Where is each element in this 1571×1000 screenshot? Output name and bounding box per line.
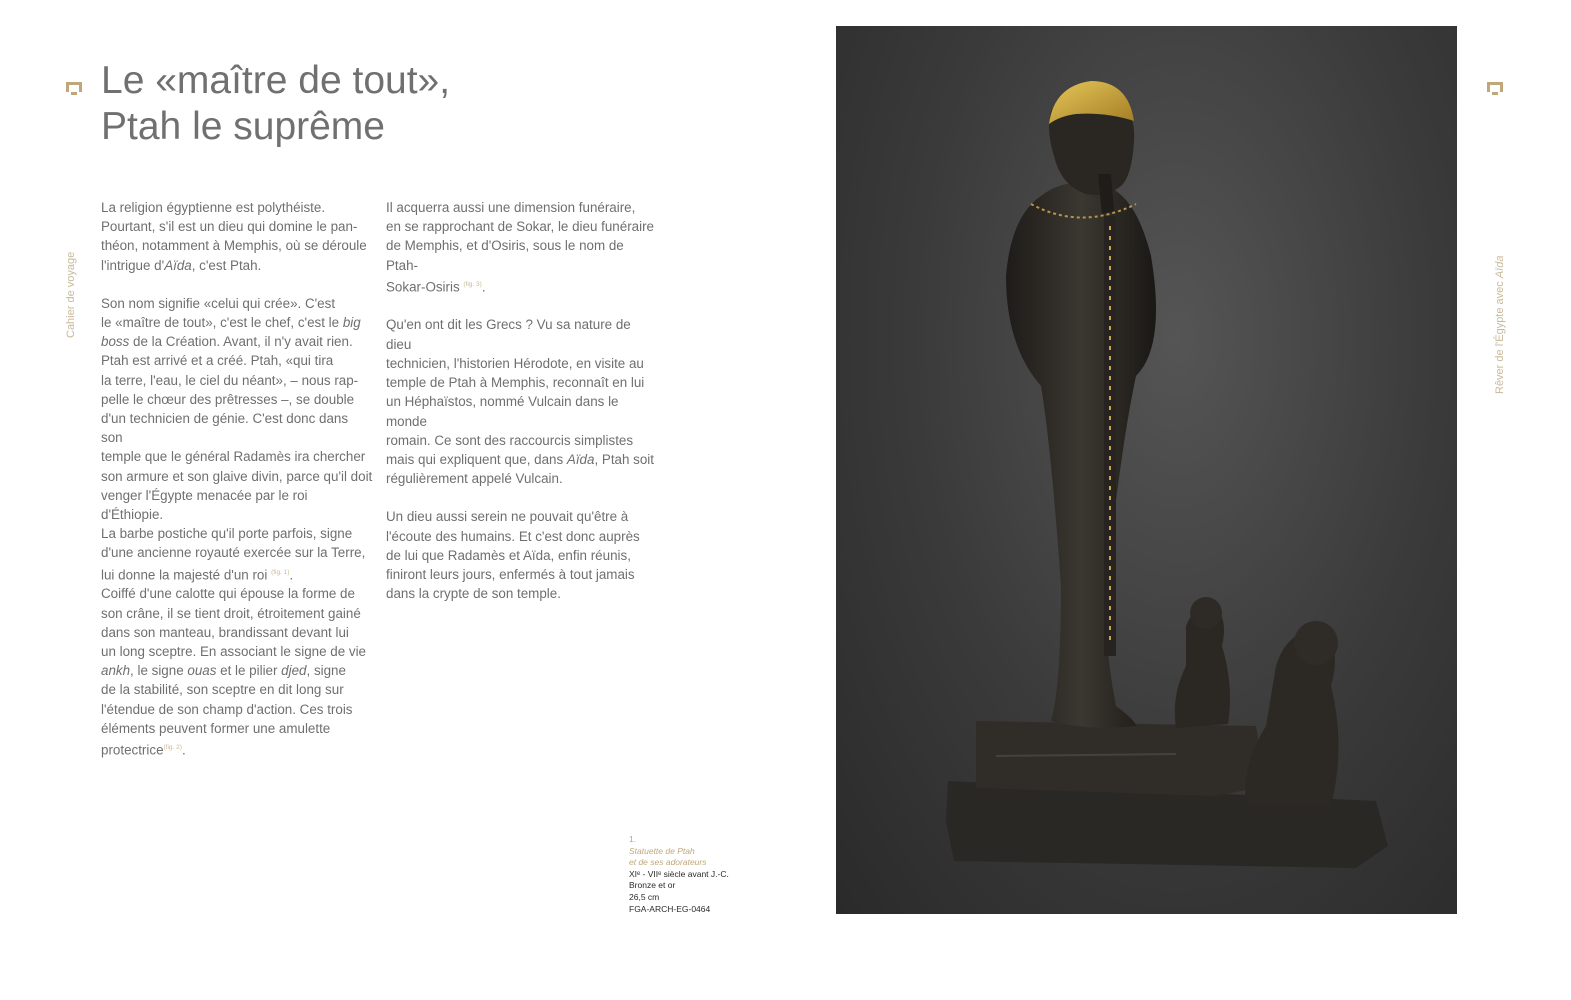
- text-line: Sokar-Osiris: [386, 279, 460, 295]
- paragraph-5: [386, 315, 658, 488]
- text-line: protectrice: [101, 742, 164, 758]
- text-line: de Memphis, et d'Osiris, sous le nom de Ptah-: [386, 238, 624, 273]
- caption-date: XIᵉ - VIIᵉ siècle avant J.-C.: [629, 868, 729, 879]
- paragraph-1: [101, 198, 373, 275]
- text-column-right: [386, 198, 658, 622]
- worshipper-small-head: [1190, 597, 1222, 629]
- text-line: de la Création. Avant, il n'y avait rien.: [129, 334, 353, 350]
- page-title: [101, 58, 450, 150]
- figure-reference[interactable]: (fig. 3): [463, 280, 482, 288]
- text-line: , le signe: [130, 663, 188, 679]
- caption-reference: FGA-ARCH-EG-0464: [629, 903, 711, 914]
- caption-title-line: et de ses adorateurs: [629, 857, 707, 868]
- text-line: d'un technicien de génie. C'est donc dans son: [101, 411, 349, 446]
- text-line: dans son manteau, brandissant devant lui: [101, 624, 349, 640]
- paragraph-2: Son nom signifie «celui qui crée». C'est le «maître de tout», c'est le chef, c'est le big boss de la Création. Avant, il n'y avait rien. Ptah est arrivé et a créé. Ptah, «qui tira la terre, l'eau, le ciel du néant», – nous rap- pelle le chœur des prêtresses –, se double d'un technicien de génie. C'est donc dans son temple que le général Radamès ira chercher son armure et son glaive divin, parce qu'il doit venger l'Égypte menacée par le roi d'Éthiopie. La barbe postiche qu'il porte parfois, signe d'une ancienne royauté exercée sur la Terre, lui donne la majesté d'un roi $^{(fig. 1)}$.: [101, 295, 373, 583]
- paragraph-3: Coiffé d'une calotte qui épouse la forme de son crâne, il se tient droit, étroitement gainé dans son manteau, brandissant devant lui un long sceptre. En associant le signe de vie ankh, le signe ouas et le pilier djed, signe de la stabilité, son sceptre en dit long sur l'étendue de son champ d'action. Ces trois éléments peuvent former une amulette protectrice$^{(fig. 2)}$.: [101, 586, 367, 758]
- text-line: l'écoute des humains. Et c'est donc auprès: [386, 528, 640, 544]
- text-line: pelle le chœur des prêtresses –, se double: [101, 391, 355, 407]
- text-line: la terre, l'eau, le ciel du néant», – nous rap-: [101, 372, 359, 388]
- text-column-left: [101, 198, 373, 779]
- text-line: théon, notamment à Memphis, où se déroule: [101, 238, 367, 254]
- text-line: éléments peuvent former une amulette: [101, 720, 331, 736]
- ptah-statuette-illustration: [836, 26, 1457, 914]
- text-line: en se rapprochant de Sokar, le dieu funéraire: [386, 219, 654, 235]
- italic-word: djed: [281, 663, 307, 679]
- text-line: , c'est Ptah.: [191, 257, 262, 273]
- text-line: temple de Ptah à Memphis, reconnaît en lui: [386, 375, 645, 391]
- text-line: finiront leurs jours, enfermés à tout jamais: [386, 566, 635, 582]
- text-line: d'une ancienne royauté exercée sur la Terre,: [101, 545, 366, 561]
- opera-title: Aïda: [164, 257, 192, 273]
- figure-reference[interactable]: (fig. 2): [163, 743, 182, 751]
- text-line: romain. Ce sont des raccourcis simplistes: [386, 432, 634, 448]
- side-running-title-right: Rêver de l'Égypte avec Aïda: [1494, 255, 1506, 394]
- text-line: Ptah est arrivé et a créé. Ptah, «qui tira: [101, 353, 334, 369]
- text-line: régulièrement appelé Vulcain.: [386, 471, 563, 487]
- text-line: son crâne, il se tient droit, étroitement gainé: [101, 605, 361, 621]
- caption-material: Bronze et or: [629, 880, 676, 891]
- text-line: de lui que Radamès et Aïda, enfin réunis,: [386, 547, 631, 563]
- caption-number: 1.: [629, 834, 637, 844]
- text-line: venger l'Égypte menacée par le roi d'Éthiopie.: [101, 487, 308, 523]
- text-line: lui donne la majesté d'un roi: [101, 567, 268, 583]
- text-line: Un dieu aussi serein ne pouvait qu'être à: [386, 509, 629, 525]
- text-line: l'intrigue d': [101, 257, 165, 273]
- caption-title: [629, 846, 729, 869]
- statuette-base-upper: [976, 721, 1266, 796]
- text-line: , signe: [306, 663, 346, 679]
- statuette-photo: [836, 26, 1457, 914]
- text-line: son armure et son glaive divin, parce qu'il doit: [101, 468, 373, 484]
- text-line: et le pilier: [216, 663, 282, 679]
- text-line: le «maître de tout», c'est le chef, c'est le: [101, 315, 343, 331]
- page-title-line-2: Ptah le suprême: [101, 105, 385, 148]
- page-title-line-1: Le «maître de tout»,: [101, 59, 451, 102]
- text-line: Il acquerra aussi une dimension funéraire,: [386, 200, 636, 215]
- text-line: , Ptah soit: [594, 451, 654, 467]
- text-line: Son nom signifie «celui qui crée». C'est: [101, 295, 336, 311]
- figure-reference[interactable]: (fig. 1): [271, 568, 290, 576]
- italic-word: ouas: [187, 663, 217, 679]
- text-line: Coiffé d'une calotte qui épouse la forme de: [101, 586, 355, 602]
- side-running-title-left: Cahier de voyage: [65, 251, 77, 338]
- text-line: de la stabilité, son sceptre en dit long sur: [101, 682, 344, 698]
- ptah-body: [1006, 183, 1156, 728]
- text-line: un long sceptre. En associant le signe de vie: [101, 643, 367, 659]
- italic-word: boss: [101, 334, 130, 350]
- figure-caption: [629, 834, 729, 915]
- text-line: temple que le général Radamès ira chercher: [101, 449, 366, 465]
- text-line: Pourtant, s'il est un dieu qui domine le pan-: [101, 219, 358, 235]
- bracket-ornament-right: [1487, 82, 1503, 92]
- text-line: Qu'en ont dit les Grecs ? Vu sa nature de dieu: [386, 317, 631, 352]
- text-line: un Héphaïstos, nommé Vulcain dans le monde: [386, 394, 619, 429]
- text-line: La religion égyptienne est polythéiste.: [101, 200, 326, 215]
- caption-size: 26,5 cm: [629, 891, 660, 902]
- paragraph-4: Il acquerra aussi une dimension funéraire, en se rapprochant de Sokar, le dieu funéraire de Memphis, et d'Osiris, sous le nom de Ptah- Sokar-Osiris $^{(fig. 3)}$.: [386, 200, 654, 295]
- text-line: l'étendue de son champ d'action. Ces trois: [101, 701, 353, 717]
- caption-title-line: Statuette de Ptah: [629, 845, 695, 856]
- text-line: La barbe postiche qu'il porte parfois, signe: [101, 526, 353, 542]
- italic-word: ankh: [101, 663, 131, 679]
- italic-word: big: [342, 315, 361, 331]
- opera-title: Aïda: [566, 451, 595, 467]
- bracket-ornament-left: [66, 82, 82, 92]
- paragraph-6: [386, 507, 658, 603]
- text-line: mais qui expliquent que, dans: [386, 451, 567, 467]
- text-line: technicien, l'historien Hérodote, en visite au: [386, 355, 644, 371]
- worshipper-large-head: [1294, 621, 1338, 665]
- text-line: dans la crypte de son temple.: [386, 586, 561, 602]
